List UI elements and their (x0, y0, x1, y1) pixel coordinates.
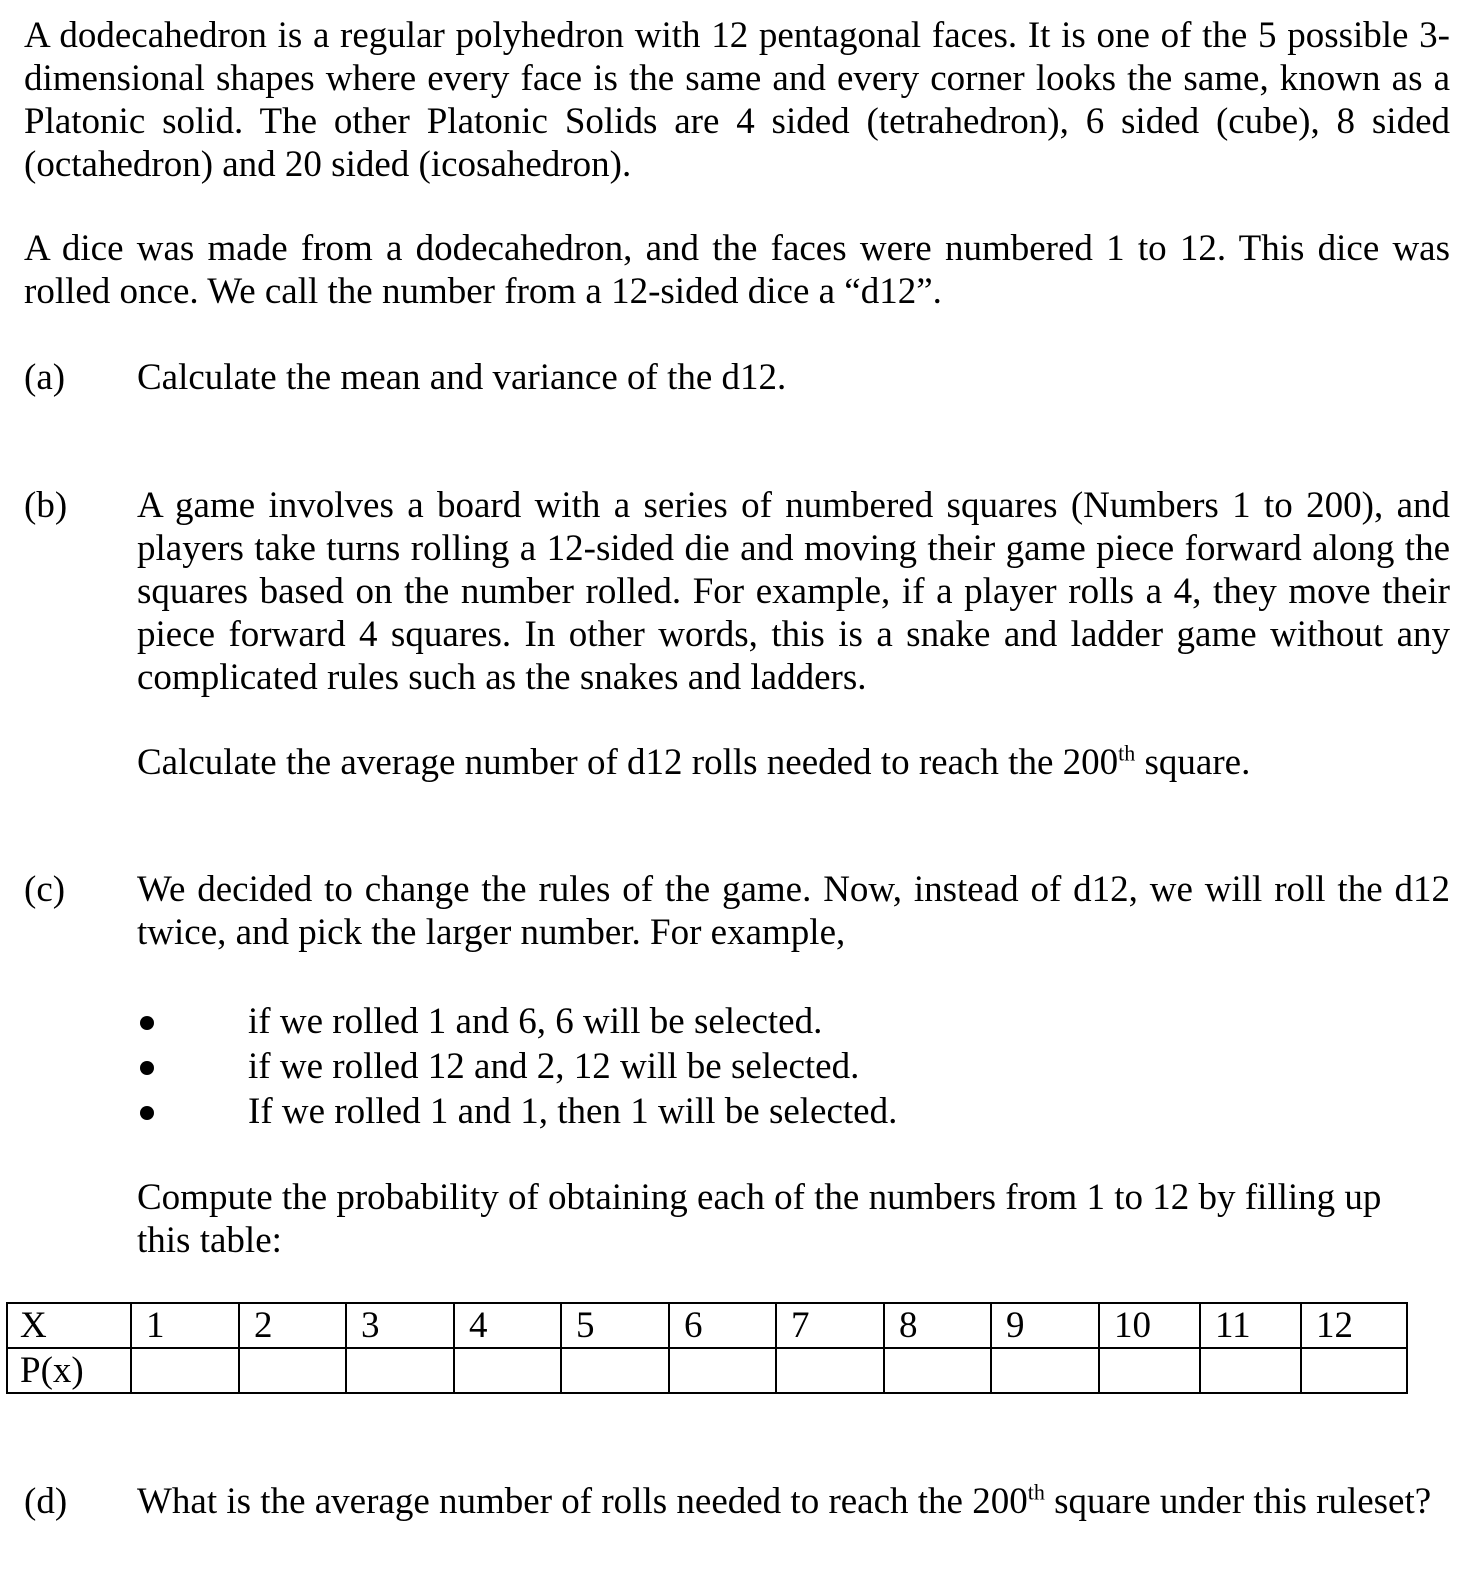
table-cell-px-empty (1301, 1348, 1407, 1393)
bullet-item-3: If we rolled 1 and 1, then 1 will be selected. (248, 1091, 898, 1132)
part-c-instruction: Compute the probability of obtaining each of the numbers from 1 to 12 by filling up this table: (137, 1177, 1382, 1261)
bullet-item-1: if we rolled 1 and 6, 6 will be selected. (248, 1001, 823, 1042)
part-b-question (137, 741, 1450, 784)
part-b-text: A game involves a board with a series of numbered squares (Numbers 1 to 200), and players take turns rolling a 12-sided die and moving their game piece forward along the squares based on the number rolled. For example, if a player rolls a 4, they move their piece forward 4 squares. In other words, this is a snake and ladder game without any complicated rules such as the snakes and ladders. (137, 485, 1450, 698)
table-header-x: X (7, 1303, 131, 1348)
part-d-label: (d) (24, 1481, 68, 1522)
table-row-x (7, 1303, 1407, 1348)
table-cell-px-empty (669, 1348, 776, 1393)
probability-table (6, 1302, 1408, 1394)
table-cell-px-empty (884, 1348, 991, 1393)
table-cell-x: 6 (669, 1303, 776, 1348)
bullet-dot-1 (140, 1016, 154, 1030)
table-cell-px-empty (346, 1348, 454, 1393)
table-cell-x: 3 (346, 1303, 454, 1348)
table-cell-x: 10 (1099, 1303, 1200, 1348)
table-cell-px-empty (454, 1348, 561, 1393)
table-cell-x: 9 (991, 1303, 1099, 1348)
table-cell-px-empty (776, 1348, 884, 1393)
table-cell-px-empty (131, 1348, 239, 1393)
part-d-question-end: square under this ruleset? (1044, 1481, 1432, 1522)
table-cell-px-empty (1200, 1348, 1301, 1393)
table-cell-x: 1 (131, 1303, 239, 1348)
part-b-question-end: square. (1135, 742, 1251, 783)
table-cell-x: 5 (561, 1303, 669, 1348)
table-row-px (7, 1348, 1407, 1393)
intro-paragraph-1: A dodecahedron is a regular polyhedron with 12 pentagonal faces. It is one of the 5 possible 3-dimensional shapes where every face is the same and every corner looks the same, known as a Platonic solid. The other Platonic Solids are 4 sided (tetrahedron), 6 sided (cube), 8 sided (octahedron) and 20 sided (icosahedron). (24, 15, 1450, 185)
table-cell-x: 8 (884, 1303, 991, 1348)
part-d-question-main: What is the average number of rolls needed to reach the 200 (137, 1481, 1028, 1522)
part-b-label: (b) (24, 485, 68, 526)
bullet-dot-3 (140, 1106, 154, 1120)
part-c-text: We decided to change the rules of the game. Now, instead of d12, we will roll the d12 twice, and pick the larger number. For example, (137, 869, 1450, 953)
part-a-label: (a) (24, 357, 66, 398)
part-b-question-superscript: th (1118, 740, 1136, 766)
table-cell-px-empty (1099, 1348, 1200, 1393)
intro-paragraph-2: A dice was made from a dodecahedron, and the faces were numbered 1 to 12. This dice was rolled once. We call the number from a 12-sided dice a “d12”. (24, 228, 1450, 312)
part-a-text: Calculate the mean and variance of the d12. (137, 357, 787, 398)
table-cell-px-empty (239, 1348, 346, 1393)
table-cell-px-empty (991, 1348, 1099, 1393)
part-c-label: (c) (24, 869, 66, 910)
table-header-px: P(x) (7, 1348, 131, 1393)
table-cell-x: 4 (454, 1303, 561, 1348)
table-cell-px-empty (561, 1348, 669, 1393)
table-cell-x: 7 (776, 1303, 884, 1348)
part-b-question-main: Calculate the average number of d12 rolls needed to reach the 200 (137, 742, 1119, 783)
table-cell-x: 12 (1301, 1303, 1407, 1348)
table-cell-x: 11 (1200, 1303, 1301, 1348)
table-cell-x: 2 (239, 1303, 346, 1348)
bullet-item-2: if we rolled 12 and 2, 12 will be selected. (248, 1046, 860, 1087)
part-d-question-superscript: th (1027, 1479, 1045, 1505)
part-d-question (137, 1480, 1450, 1523)
bullet-dot-2 (140, 1061, 154, 1075)
